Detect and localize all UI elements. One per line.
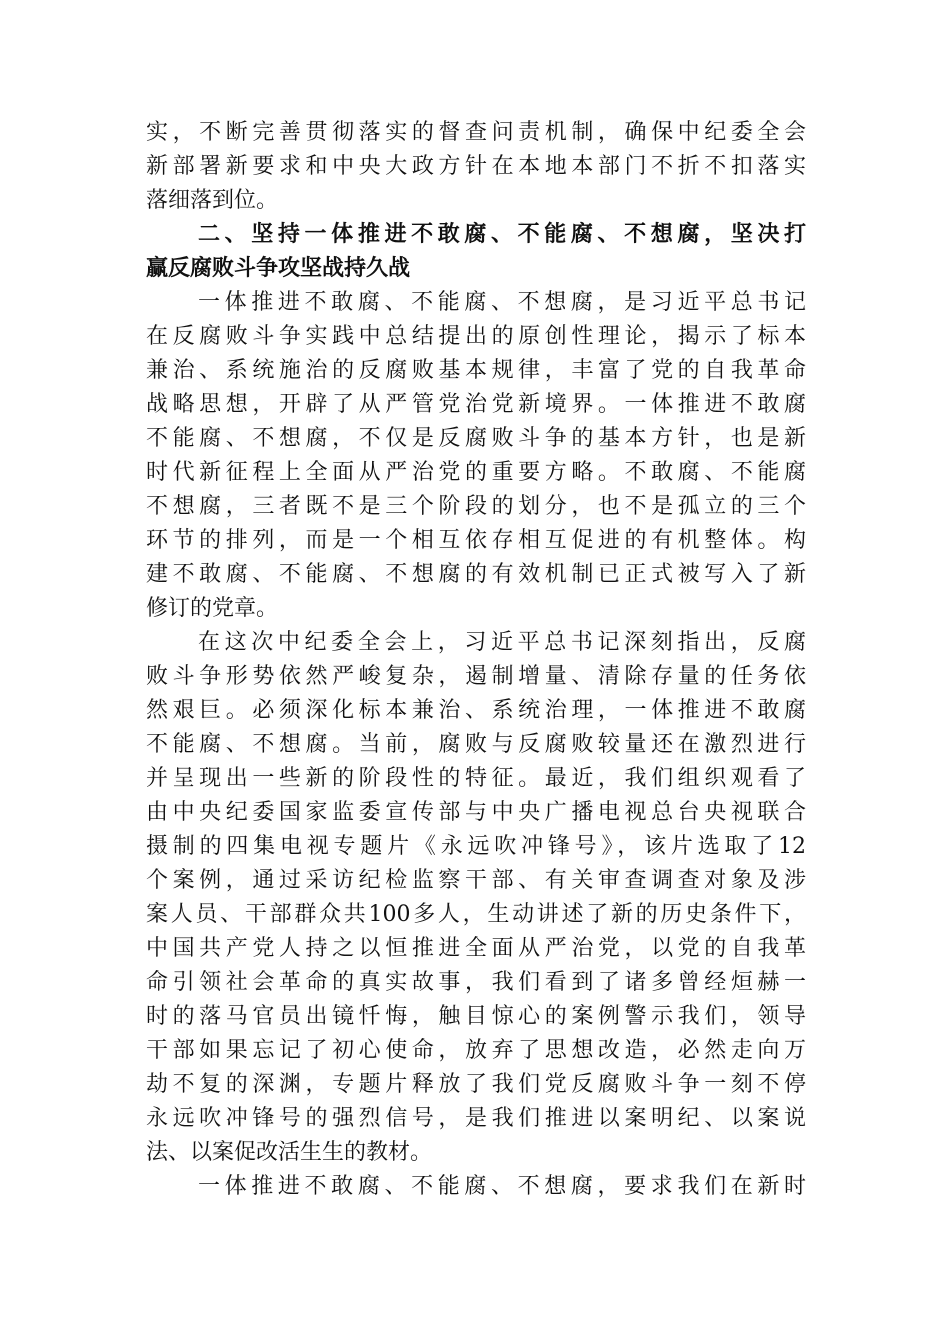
paragraph-line: 修订的党章。 bbox=[146, 596, 279, 621]
paragraph-line: 命引领社会革命的真实故事，我们看到了诸多曾经烜赫一 bbox=[146, 970, 806, 995]
paragraph-line: 在反腐败斗争实践中总结提出的原创性理论，揭示了标本 bbox=[146, 324, 806, 349]
section-heading: 赢反腐败斗争攻坚战持久战 bbox=[146, 256, 411, 281]
paragraph-line: 中国共产党人持之以恒推进全面从严治党，以党的自我革 bbox=[146, 936, 806, 961]
paragraph-line: 兼治、系统施治的反腐败基本规律，丰富了党的自我革命 bbox=[146, 358, 806, 383]
paragraph-line: 新部署新要求和中央大政方针在本地本部门不折不扣落实 bbox=[146, 154, 806, 179]
paragraph-line: 劫不复的深渊，专题片释放了我们党反腐败斗争一刻不停 bbox=[146, 1072, 806, 1097]
paragraph-line: 落细落到位。 bbox=[146, 188, 279, 213]
paragraph-line: 不想腐，三者既不是三个阶段的划分，也不是孤立的三个 bbox=[146, 494, 806, 519]
paragraph-line: 建不敢腐、不能腐、不想腐的有效机制已正式被写入了新 bbox=[146, 562, 806, 587]
paragraph-line: 法、以案促改活生生的教材。 bbox=[146, 1140, 433, 1165]
paragraph-line: 一体推进不敢腐、不能腐、不想腐，是习近平总书记 bbox=[198, 290, 806, 315]
paragraph-line: 战略思想，开辟了从严管党治党新境界。一体推进不敢腐 bbox=[146, 392, 806, 417]
paragraph-line: 不能腐、不想腐，不仅是反腐败斗争的基本方针，也是新 bbox=[146, 426, 806, 451]
document-page bbox=[146, 116, 806, 1204]
paragraph-line: 一体推进不敢腐、不能腐、不想腐，要求我们在新时 bbox=[198, 1174, 806, 1199]
paragraph-line: 永远吹冲锋号的强烈信号，是我们推进以案明纪、以案说 bbox=[146, 1106, 806, 1131]
paragraph-line: 不能腐、不想腐。当前，腐败与反腐败较量还在激烈进行 bbox=[146, 732, 806, 757]
paragraph-line: 实，不断完善贯彻落实的督查问责机制，确保中纪委全会 bbox=[146, 120, 806, 145]
paragraph-line: 个案例，通过采访纪检监察干部、有关审查调查对象及涉 bbox=[146, 868, 806, 893]
paragraph-line: 时的落马官员出镜忏悔，触目惊心的案例警示我们，领导 bbox=[146, 1004, 806, 1029]
paragraph-line: 环节的排列，而是一个相互依存相互促进的有机整体。构 bbox=[146, 528, 806, 553]
paragraph-line: 干部如果忘记了初心使命，放弃了思想改造，必然走向万 bbox=[146, 1038, 806, 1063]
paragraph-line: 摄制的四集电视专题片《永远吹冲锋号》，该片选取了12 bbox=[146, 834, 806, 859]
paragraph-line: 然艰巨。必须深化标本兼治、系统治理，一体推进不敢腐 bbox=[146, 698, 806, 723]
paragraph-line: 在这次中纪委全会上，习近平总书记深刻指出，反腐 bbox=[198, 630, 806, 655]
paragraph-line: 并呈现出一些新的阶段性的特征。最近，我们组织观看了 bbox=[146, 766, 806, 791]
section-heading: 二、坚持一体推进不敢腐、不能腐、不想腐，坚决打 bbox=[198, 222, 806, 247]
paragraph-line: 时代新征程上全面从严治党的重要方略。不敢腐、不能腐 bbox=[146, 460, 806, 485]
paragraph-line: 由中央纪委国家监委宣传部与中央广播电视总台央视联合 bbox=[146, 800, 806, 825]
paragraph-line: 败斗争形势依然严峻复杂，遏制增量、清除存量的任务依 bbox=[146, 664, 806, 689]
paragraph-line: 案人员、干部群众共100多人，生动讲述了新的历史条件下， bbox=[146, 902, 806, 927]
